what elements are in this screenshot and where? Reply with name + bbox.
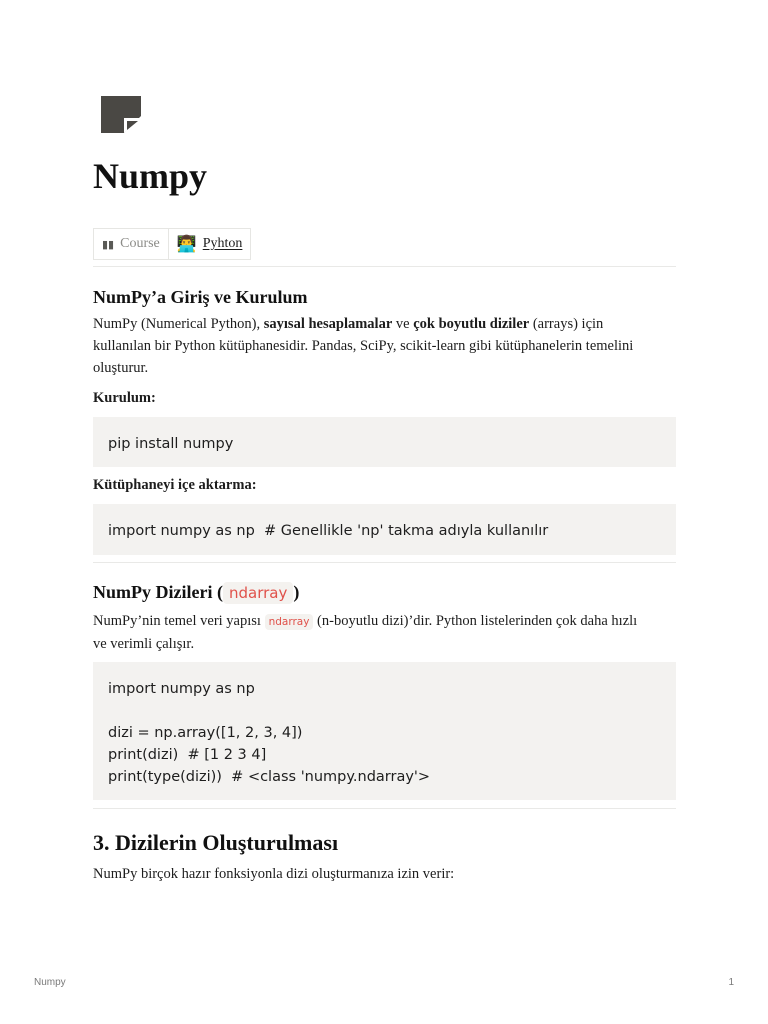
page-title: Numpy [93,156,208,196]
intro-text: ve [392,316,414,332]
property-value-course[interactable] [168,229,251,259]
ndarray-paragraph [93,610,676,655]
divider [93,562,676,563]
course-link[interactable]: Pyhton [202,236,243,251]
intro-text: oluşturur. [93,360,149,376]
heading-text: ) [293,582,300,602]
install-label: Kurulum: [93,390,156,406]
section-heading-intro: NumPy’a Giriş ve Kurulum [93,287,308,307]
property-key-label: Course [120,236,160,251]
import-label: Kütüphaneyi içe aktarma: [93,477,257,493]
technologist-icon: 👨‍💻 [176,236,197,253]
section-heading-ndarray [93,580,299,605]
ndarray-code-block[interactable]: import numpy as np dizi = np.array([1, 2, 3, 4]) print(dizi) # [1 2 3 4] print(type(dizi)) # <class 'numpy.ndarray'> [93,662,676,800]
section-heading-creation: 3. Dizilerin Oluşturulması [93,830,339,855]
ndarray-text: ve verimli çalışır. [93,636,195,652]
ndarray-text: NumPy’nin temel veri yapısı [93,613,265,629]
properties-row [93,228,251,260]
book-icon: ▮▮ [102,238,115,251]
intro-text: (arrays) için [529,316,604,332]
footer-page-number: 1 [728,977,734,988]
install-code-block[interactable]: pip install numpy [93,417,676,467]
intro-bold-text: çok boyutlu diziler [413,316,530,332]
heading-text: NumPy Dizileri ( [93,582,223,602]
import-code-block[interactable]: import numpy as np # Genellikle 'np' takma adıyla kullanılır [93,504,676,555]
inline-code: ndarray [265,614,314,630]
divider [93,266,676,267]
sticky-note-icon [101,96,141,133]
ndarray-text: (n-boyutlu dizi)’dir. Python listelerinden çok daha hızlı [313,613,638,629]
creation-paragraph: NumPy birçok hazır fonksiyonla dizi oluşturmanıza izin verir: [93,866,455,882]
intro-text: NumPy (Numerical Python), [93,316,264,332]
intro-paragraph [93,313,676,379]
intro-bold-text: sayısal hesaplamalar [263,316,393,332]
divider [93,808,676,809]
footer-document-name: Numpy [34,977,66,988]
property-key-course [94,229,168,259]
inline-code: ndarray [223,582,293,604]
intro-text: kullanılan bir Python kütüphanesidir. Pandas, SciPy, scikit-learn gibi kütüphanelerin temelini [93,338,634,354]
